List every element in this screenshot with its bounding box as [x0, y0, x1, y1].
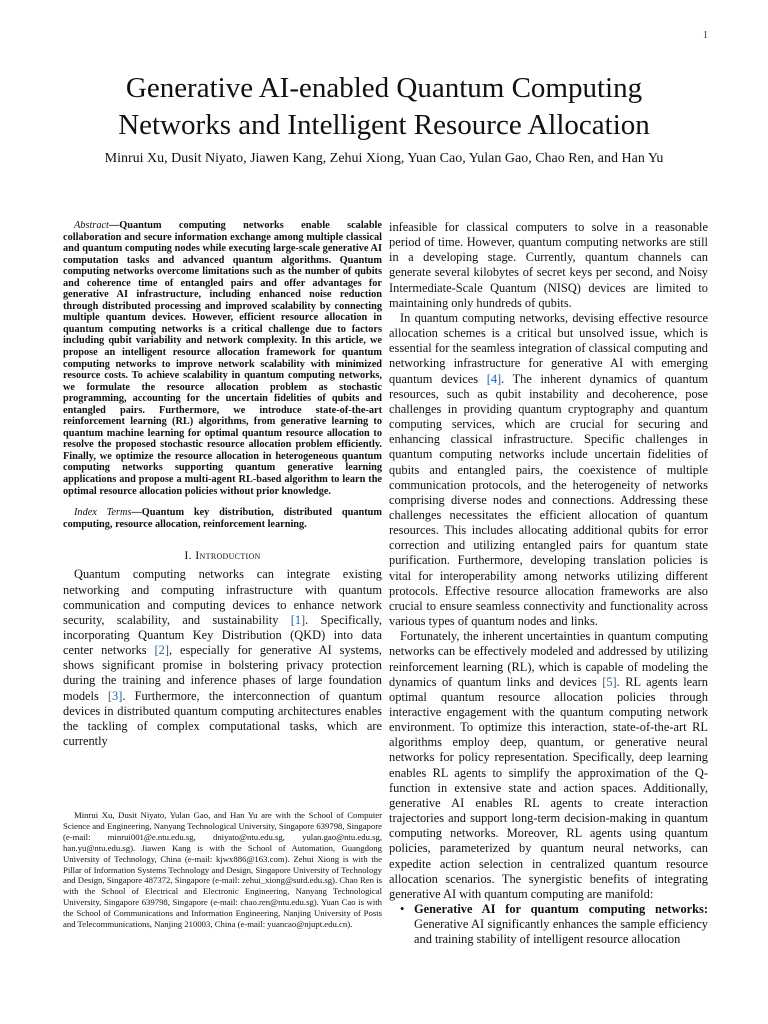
intro-paragraph-1 [63, 567, 382, 749]
right-paragraph-1: infeasible for classical computers to solve in a reasonable period of time. However, quantum computing networks are still in a developing stage. Currently, quantum channels can generate several kilobytes of secret keys per second, and Noisy Intermediate-Scale Quantum (NISQ) devices are limited to maintaining only hundreds of qubits. [389, 220, 708, 310]
citation-link-3[interactable]: [3] [107, 688, 123, 703]
abstract [63, 220, 382, 497]
left-column [63, 220, 382, 749]
intro-p1-text-3: , especially for generative AI systems, shows significant promise in bolstering privacy protection during the training and inference phases of large foundation models [63, 643, 382, 703]
title-line-2: Networks and Intelligent Resource Allocation [118, 109, 650, 141]
citation-link-4[interactable]: [4] [486, 371, 502, 386]
bullet-text: Generative AI significantly enhances the sample efficiency and training stability of intelligent resource allocation [414, 917, 708, 947]
right-p3-text-1: Fortunately, the inherent uncertainties in quantum computing networks can be effectively modeled and addressed by utilizing reinforcement learning (RL), which is capable of modeling the dynamics of quantum links and devices [389, 629, 708, 689]
abstract-text: —Quantum computing networks enable scalable collaboration and secure information exchange among multiple classical and quantum computing nodes while executing large-scale generative AI computation tasks and advanced quantum algorithms. Quantum computing networks overcome limitations such as the number of qubits and coherence time of entangled pairs and offer advantages for generative AI infrastructure, including enhanced noise reduction through distributed processing and improved scalability by connecting multiple quantum devices. However, efficient resource allocation in quantum computing networks is a critical challenge due to factors including qubit variability and network complexity. In this article, we propose an intelligent resource allocation framework for quantum computing networks to improve network scalability with minimized resource costs. To achieve scalability in quantum computing networks, we formulate the resource allocation problem as stochastic programming, accounting for the uncertain fidelities of qubits and entangled pairs. Furthermore, we introduce state-of-the-art reinforcement learning (RL) algorithms, from generative learning to quantum machine learning for optimal quantum resource allocation to resolve the proposed stochastic resource allocation problem efficiently. Finally, we optimize the resource allocation in heterogeneous quantum computing networks supporting quantum generative learning applications and propose a multi-agent RL-based algorithm to learn the optimal resource allocation policies without prior knowledge. [63, 220, 382, 497]
citation-link-5[interactable]: [5] [602, 674, 617, 689]
right-paragraph-3 [389, 629, 708, 902]
abstract-label: Abstract [74, 220, 109, 231]
intro-p1-text-1: Quantum computing networks can integrate existing networking and computing infrastructure with quantum communication and computing devices to enhance network security, scalability, and sustainability [63, 567, 382, 627]
index-terms-text: —Quantum key distribution, distributed quantum computing, resource allocation, reinforcement learning. [63, 507, 382, 530]
right-p2-text-1: In quantum computing networks, devising effective resource allocation schemes is a critical but unsolved issue, which is essential for the seamless integration of classical computing and networking infrastructure for generative AI with emerging quantum devices [389, 310, 708, 386]
bullet-item-generative-ai [389, 902, 708, 947]
author-affiliation-footnote: Minrui Xu, Dusit Niyato, Yulan Gao, and Han Yu are with the School of Computer Science and Engineering, Nanyang Technological University, Singapore 639798, Singapore (e-mail: minrui001@e.ntu.edu.sg, dniyato@ntu.edu.sg, yulan.gao@ntu.edu.sg, han.yu@ntu.edu.sg). Jiawen Kang is with the School of Automation, Guangdong University of Technology, China (e-mail: kjwx886@163.com). Zehui Xiong is with the Pillar of Information Systems Technology and Design, Singapore University of Technology and Design, Singapore 487372, Singapore (e-mail: zehui_xiong@sutd.edu.sg). Chao Ren is with the School of Electrical and Electronic Engineering, Nanyang Technological University, Singapore 639798, Singapore (e-mail: chao.ren@ntu.edu.sg). Yuan Cao is with the School of Communications and Information Engineering, Nanjing University of Posts and Telecommunications, Nanjing 210003, China (e-mail: yuancao@njupt.edu.cn). [63, 810, 382, 930]
page-number: 1 [703, 30, 708, 41]
bullet-label: Generative AI for quantum computing networks: [414, 902, 708, 917]
section-heading-introduction: I. Introduction [184, 548, 261, 563]
right-paragraph-2 [389, 311, 708, 629]
citation-link-2[interactable]: [2] [154, 643, 169, 658]
title-line-1: Generative AI-enabled Quantum Computing [125, 72, 643, 104]
right-p2-text-2: . The inherent dynamics of quantum resources, such as qubit instability and decoherence, pose challenges in providing quantum cryptography and quantum computing services, which are crucial for securing and enhancing classical infrastructure. Specific challenges in quantum computing networks include uncertain fidelities of qubits and entangled pairs, the coexistence of multiple communication protocols, and the heterogeneity of networks comprising diverse nodes and connections. Addressing these challenges necessitates the efficient allocation of quantum resources. This includes allocating additional qubits for error correction and utilizing entangled pairs for quantum state purification. Furthermore, developing translation policies is vital for interoperability among networks utilizing different protocols. Effective resource allocation frameworks are also crucial to ensure seamless connectivity and functionality across various types of quantum nodes and links. [389, 371, 708, 629]
paper-title [40, 70, 728, 144]
index-terms-label: Index Terms [74, 507, 132, 519]
citation-link-1[interactable]: [1] [290, 612, 306, 627]
intro-p1-text-4: . Furthermore, the interconnection of quantum devices in distributed quantum computing architectures enables the tackling of complex computational tasks, which are currently [63, 688, 382, 749]
index-terms [63, 507, 382, 530]
intro-p1-text-2: . Specifically, incorporating Quantum Key Distribution (QKD) into data center networks [63, 612, 382, 658]
right-column [389, 220, 708, 948]
right-p3-text-2: . RL agents learn optimal quantum resource allocation policies through interactive engagement with the quantum computing network environment. To optimize this interaction, state-of-the-art RL algorithms employ deep, quantum, or generative neural networks for policy representation. Specifically, deep learning enables RL agents to simplify the approximation of the Q-function in extensive state and action spaces. Additionally, generative AI enables RL agents to create interaction trajectories and support long-term decision-making in quantum computing networks. Moreover, RL agents using quantum policies, parameterized by quantum neural networks, can expedite action selection in centralized quantum resource allocation scenarios. The synergistic benefits of integrating generative AI with quantum computing are manifold: [389, 674, 708, 901]
author-list: Minrui Xu, Dusit Niyato, Jiawen Kang, Zehui Xiong, Yuan Cao, Yulan Gao, Chao Ren, and Han Yu [104, 151, 664, 166]
